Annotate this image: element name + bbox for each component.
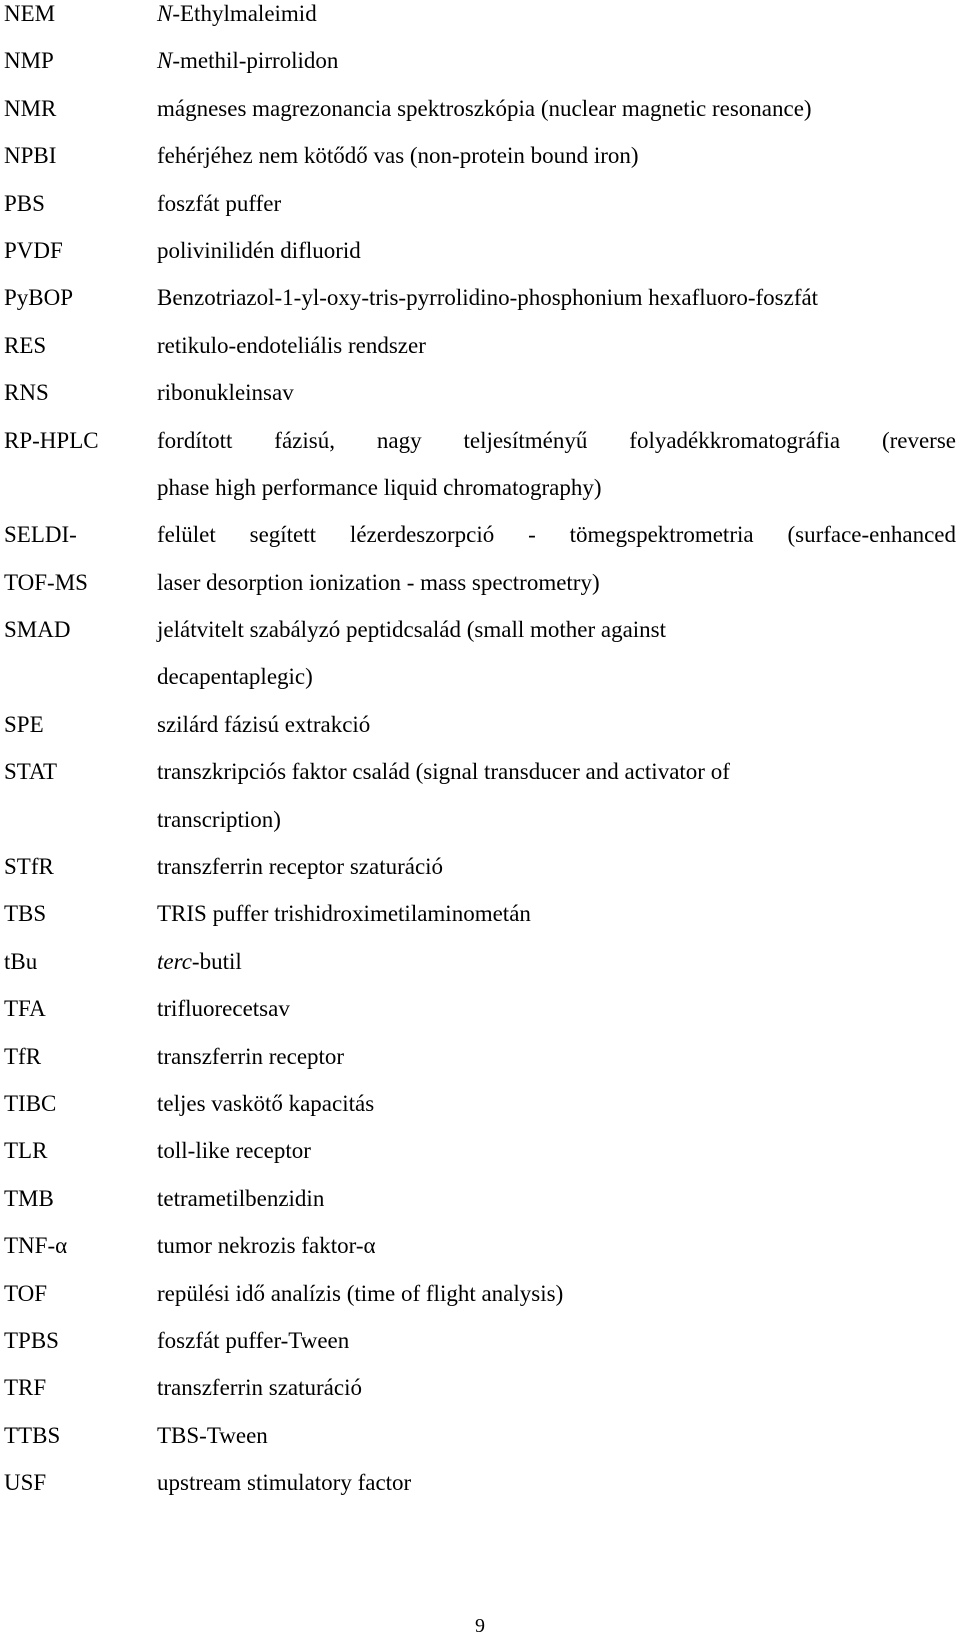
abbreviation-text: TOF (4, 1280, 48, 1306)
definition-line (157, 0, 956, 47)
definition (157, 332, 956, 379)
abbreviation (4, 190, 157, 237)
abbreviation (4, 521, 157, 616)
definition (157, 1422, 956, 1469)
definition-line (157, 190, 956, 237)
abbreviation-text: SPE (4, 711, 44, 737)
definition-text: transcription) (157, 806, 281, 832)
abbreviation-text: TLR (4, 1138, 48, 1164)
definition (157, 1137, 956, 1184)
abbreviation (4, 1327, 157, 1374)
definition-italic-prefix: N (157, 1, 173, 26)
abbreviation-text: SELDI- (4, 522, 77, 548)
definition (157, 47, 956, 94)
definition-line (157, 853, 956, 900)
abbreviation-text: TBS (4, 901, 47, 927)
glossary-entry (4, 47, 956, 94)
definition-line (157, 1185, 956, 1232)
definition-italic-prefix: N (157, 48, 173, 74)
abbreviation-text: STfR (4, 854, 54, 880)
definition-line (157, 663, 956, 710)
abbreviation-text: SMAD (4, 617, 71, 643)
abbreviation-text: RNS (4, 380, 49, 406)
definition-text: retikulo-endoteliális rendszer (157, 332, 426, 358)
definition-line (157, 1232, 956, 1279)
definition-text: transzferrin szaturáció (157, 1375, 362, 1401)
abbreviation-text: TMB (4, 1185, 54, 1211)
definition (157, 900, 956, 947)
glossary-entry (4, 948, 956, 995)
definition-text: toll-like receptor (157, 1138, 311, 1164)
definition-text: laser desorption ionization - mass spectrometry) (157, 569, 600, 595)
definition-line (157, 1422, 956, 1469)
definition (157, 284, 956, 331)
definition-text: foszfát puffer-Tween (157, 1327, 350, 1353)
definition (157, 379, 956, 426)
abbreviation-text: tBu (4, 948, 38, 974)
definition-text: repülési idő analízis (time of flight analysis) (157, 1280, 564, 1306)
definition-text: -methil-pirrolidon (172, 48, 339, 74)
definition-line (157, 616, 956, 663)
glossary-entry (4, 95, 956, 142)
definition-line (157, 142, 956, 189)
abbreviation-text: NPBI (4, 143, 57, 169)
definition-text: polivinilidén difluorid (157, 237, 361, 263)
glossary-entry (4, 1043, 956, 1090)
glossary-entry (4, 1280, 956, 1327)
definition-text: tumor nekrozis faktor-α (157, 1233, 376, 1259)
glossary-entry (4, 900, 956, 947)
definition (157, 1327, 956, 1374)
definition-line (157, 332, 956, 379)
glossary-entry (4, 1469, 956, 1516)
definition-line (157, 379, 956, 426)
definition (157, 711, 956, 758)
abbreviation (4, 379, 157, 426)
abbreviation-text: PVDF (4, 237, 63, 263)
abbreviation-text: NEM (4, 1, 56, 26)
definition-text: felület segített lézerdeszorpció - tömegspektrometria (surface-enhanced (157, 522, 956, 548)
definition (157, 995, 956, 1042)
abbreviation (4, 1185, 157, 1232)
definition-line (157, 474, 956, 521)
definition-line (157, 284, 956, 331)
definition-text: trifluorecetsav (157, 996, 290, 1022)
abbreviation-text: TRF (4, 1375, 47, 1401)
definition-line (157, 900, 956, 947)
definition-line (157, 1374, 956, 1421)
abbreviation (4, 758, 157, 805)
definition-line (157, 1280, 956, 1327)
abbreviation (4, 948, 157, 995)
glossary-entry (4, 1374, 956, 1421)
definition-text: upstream stimulatory factor (157, 1470, 412, 1496)
abbreviation-text: TIBC (4, 1090, 57, 1116)
definition-line (157, 1090, 956, 1137)
definition-text: -butil (191, 948, 242, 974)
glossary-entry (4, 1090, 956, 1137)
abbreviation (4, 1469, 157, 1516)
definition (157, 427, 956, 522)
definition-line (157, 711, 956, 758)
glossary-entry (4, 853, 956, 900)
definition-text: transzferrin receptor szaturáció (157, 854, 444, 880)
definition-text: jelátvitelt szabályzó peptidcsalád (small mother against (157, 617, 667, 643)
definition (157, 95, 956, 142)
definition-italic-prefix: terc (157, 948, 192, 974)
glossary-entry (4, 427, 956, 522)
glossary-entry (4, 379, 956, 426)
glossary-entry (4, 758, 956, 853)
definition-text: szilárd fázisú extrakció (157, 711, 371, 737)
definition-text: transzkripciós faktor család (signal transducer and activator of (157, 759, 730, 785)
glossary-entry (4, 237, 956, 284)
definition-line (157, 1043, 956, 1090)
definition-text: TBS-Tween (157, 1422, 268, 1448)
abbreviation-text: PBS (4, 190, 45, 216)
abbreviation-list (4, 0, 956, 1517)
abbreviation-text: RES (4, 332, 47, 358)
definition-text: foszfát puffer (157, 190, 282, 216)
definition (157, 616, 956, 711)
definition-line (157, 758, 956, 805)
glossary-entry (4, 711, 956, 758)
definition (157, 1469, 956, 1516)
abbreviation (4, 47, 157, 94)
definition (157, 1185, 956, 1232)
definition (157, 1043, 956, 1090)
abbreviation-text: TOF-MS (4, 569, 88, 595)
abbreviation-text: PyBOP (4, 285, 74, 311)
abbreviation (4, 1280, 157, 1327)
definition-line (157, 995, 956, 1042)
definition-text: tetrametilbenzidin (157, 1185, 325, 1211)
abbreviation (4, 616, 157, 663)
abbreviation (4, 853, 157, 900)
glossary-entry (4, 995, 956, 1042)
definition-text: phase high performance liquid chromatography) (157, 474, 602, 500)
abbreviation-text: TFA (4, 996, 46, 1022)
abbreviation-text: TNF-α (4, 1233, 68, 1259)
glossary-entry (4, 1137, 956, 1184)
definition-line (157, 95, 956, 142)
abbreviation (4, 0, 157, 47)
definition (157, 0, 956, 47)
definition (157, 1232, 956, 1279)
abbreviation (4, 237, 157, 284)
abbreviation (4, 900, 157, 947)
glossary-entry (4, 332, 956, 379)
definition (157, 521, 956, 616)
abbreviation (4, 332, 157, 379)
definition-line (157, 521, 956, 568)
abbreviation-text: USF (4, 1470, 47, 1496)
glossary-entry (4, 1232, 956, 1279)
definition (157, 142, 956, 189)
definition-text: teljes vaskötő kapacitás (157, 1090, 375, 1116)
abbreviation (4, 995, 157, 1042)
abbreviation (4, 711, 157, 758)
definition (157, 853, 956, 900)
glossary-entry (4, 284, 956, 331)
definition-line (157, 806, 956, 853)
definition-text: mágneses magrezonancia spektroszkópia (nuclear magnetic resonance) (157, 95, 812, 121)
definition-text: TRIS puffer trishidroximetilaminometán (157, 901, 531, 927)
abbreviation (4, 1043, 157, 1090)
glossary-entry (4, 142, 956, 189)
definition-text: fordított fázisú, nagy teljesítményű folyadékkromatográfia (reverse (157, 427, 956, 453)
definition-text: fehérjéhez nem kötődő vas (non-protein bound iron) (157, 143, 639, 169)
abbreviation-text: TfR (4, 1043, 42, 1069)
abbreviation (4, 427, 157, 474)
definition-text: transzferrin receptor (157, 1043, 345, 1069)
abbreviation (4, 284, 157, 331)
definition-line (157, 1137, 956, 1184)
definition-line (157, 237, 956, 284)
abbreviation (4, 1374, 157, 1421)
definition (157, 237, 956, 284)
abbreviation (4, 1232, 157, 1279)
page-number: 9 (475, 1615, 485, 1637)
definition-text: decapentaplegic) (157, 664, 313, 690)
abbreviation-text: RP-HPLC (4, 427, 99, 453)
definition-line (157, 1469, 956, 1516)
definition (157, 1374, 956, 1421)
glossary-entry (4, 1422, 956, 1469)
abbreviation (4, 1422, 157, 1469)
abbreviation (4, 95, 157, 142)
glossary-entry (4, 521, 956, 616)
definition (157, 190, 956, 237)
abbreviation (4, 1090, 157, 1137)
definition-line (157, 47, 956, 94)
abbreviation-text: TPBS (4, 1327, 59, 1353)
definition-text: -Ethylmaleimid (172, 1, 317, 26)
definition-text: ribonukleinsav (157, 380, 294, 406)
glossary-entry (4, 616, 956, 711)
abbreviation-text: STAT (4, 759, 58, 785)
abbreviation-text: NMR (4, 95, 57, 121)
abbreviation-text: NMP (4, 48, 54, 74)
definition-text: Benzotriazol-1-yl-oxy-tris-pyrrolidino-phosphonium hexafluoro-foszfát (157, 285, 819, 311)
glossary-entry (4, 1327, 956, 1374)
definition (157, 1280, 956, 1327)
definition (157, 1090, 956, 1137)
definition (157, 758, 956, 853)
glossary-entry (4, 0, 956, 47)
glossary-entry (4, 190, 956, 237)
definition-line (157, 569, 956, 616)
glossary-entry (4, 1185, 956, 1232)
definition (157, 948, 956, 995)
definition-line (157, 1327, 956, 1374)
abbreviation (4, 142, 157, 189)
definition-line (157, 948, 956, 995)
abbreviation (4, 1137, 157, 1184)
abbreviation-text: TTBS (4, 1422, 61, 1448)
definition-line (157, 427, 956, 474)
